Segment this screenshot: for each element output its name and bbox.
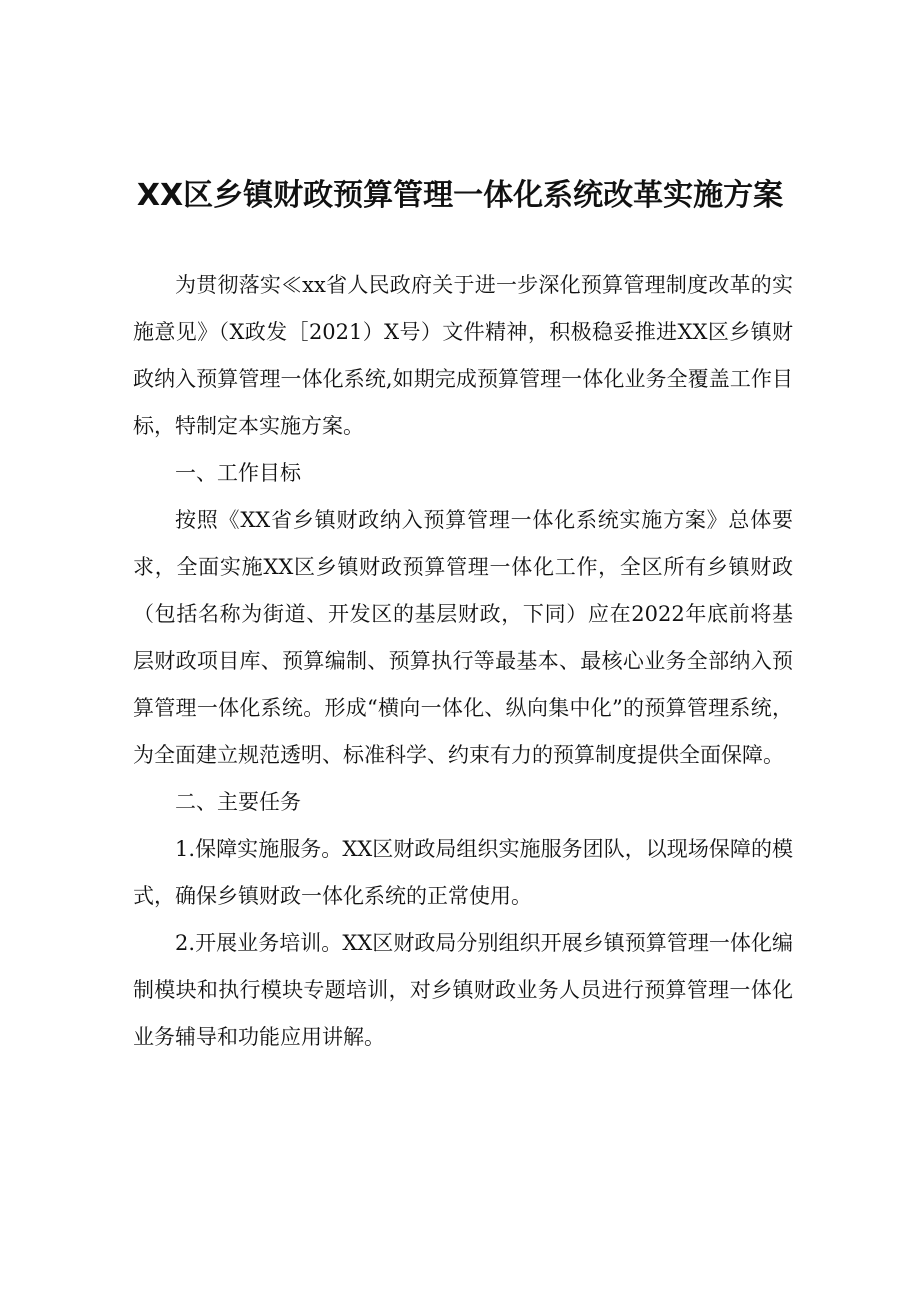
paragraph-task-2: 2.开展业务培训。XX区财政局分别组织开展乡镇预算管理一体化编制模块和执行模块专题培训，对乡镇财政业务人员进行预算管理一体化业务辅导和功能应用讲解。 bbox=[133, 931, 793, 1049]
section-heading-goals: 一、工作目标 bbox=[175, 461, 301, 485]
document-body bbox=[133, 262, 793, 1061]
paragraph-intro: 为贯彻落实≪xx省人民政府关于进一步深化预算管理制度改革的实施意见》（X政发［2021）X号）文件精神，积极稳妥推进XX区乡镇财政纳入预算管理一体化系统,如期完成预算管理一体化业务全覆盖工作目标，特制定本实施方案。 bbox=[133, 273, 793, 438]
paragraph-goals: 按照《XX省乡镇财政纳入预算管理一体化系统实施方案》总体要求，全面实施XX区乡镇财政预算管理一体化工作，全区所有乡镇财政（包括名称为街道、开发区的基层财政，下同）应在2022年底前将基层财政项目库、预算编制、预算执行等最基本、最核心业务全部纳入预算管理一体化系统。形成“横向一体化、纵向集中化”的预算管理系统，为全面建立规范透明、标准科学、约束有力的预算制度提供全面保障。 bbox=[133, 508, 793, 767]
document-title: XX区乡镇财政预算管理一体化系统改革实施方案 bbox=[136, 178, 784, 213]
section-heading-tasks: 二、主要任务 bbox=[175, 790, 301, 814]
paragraph-task-1: 1.保障实施服务。XX区财政局组织实施服务团队，以现场保障的模式，确保乡镇财政一体化系统的正常使用。 bbox=[133, 837, 793, 908]
